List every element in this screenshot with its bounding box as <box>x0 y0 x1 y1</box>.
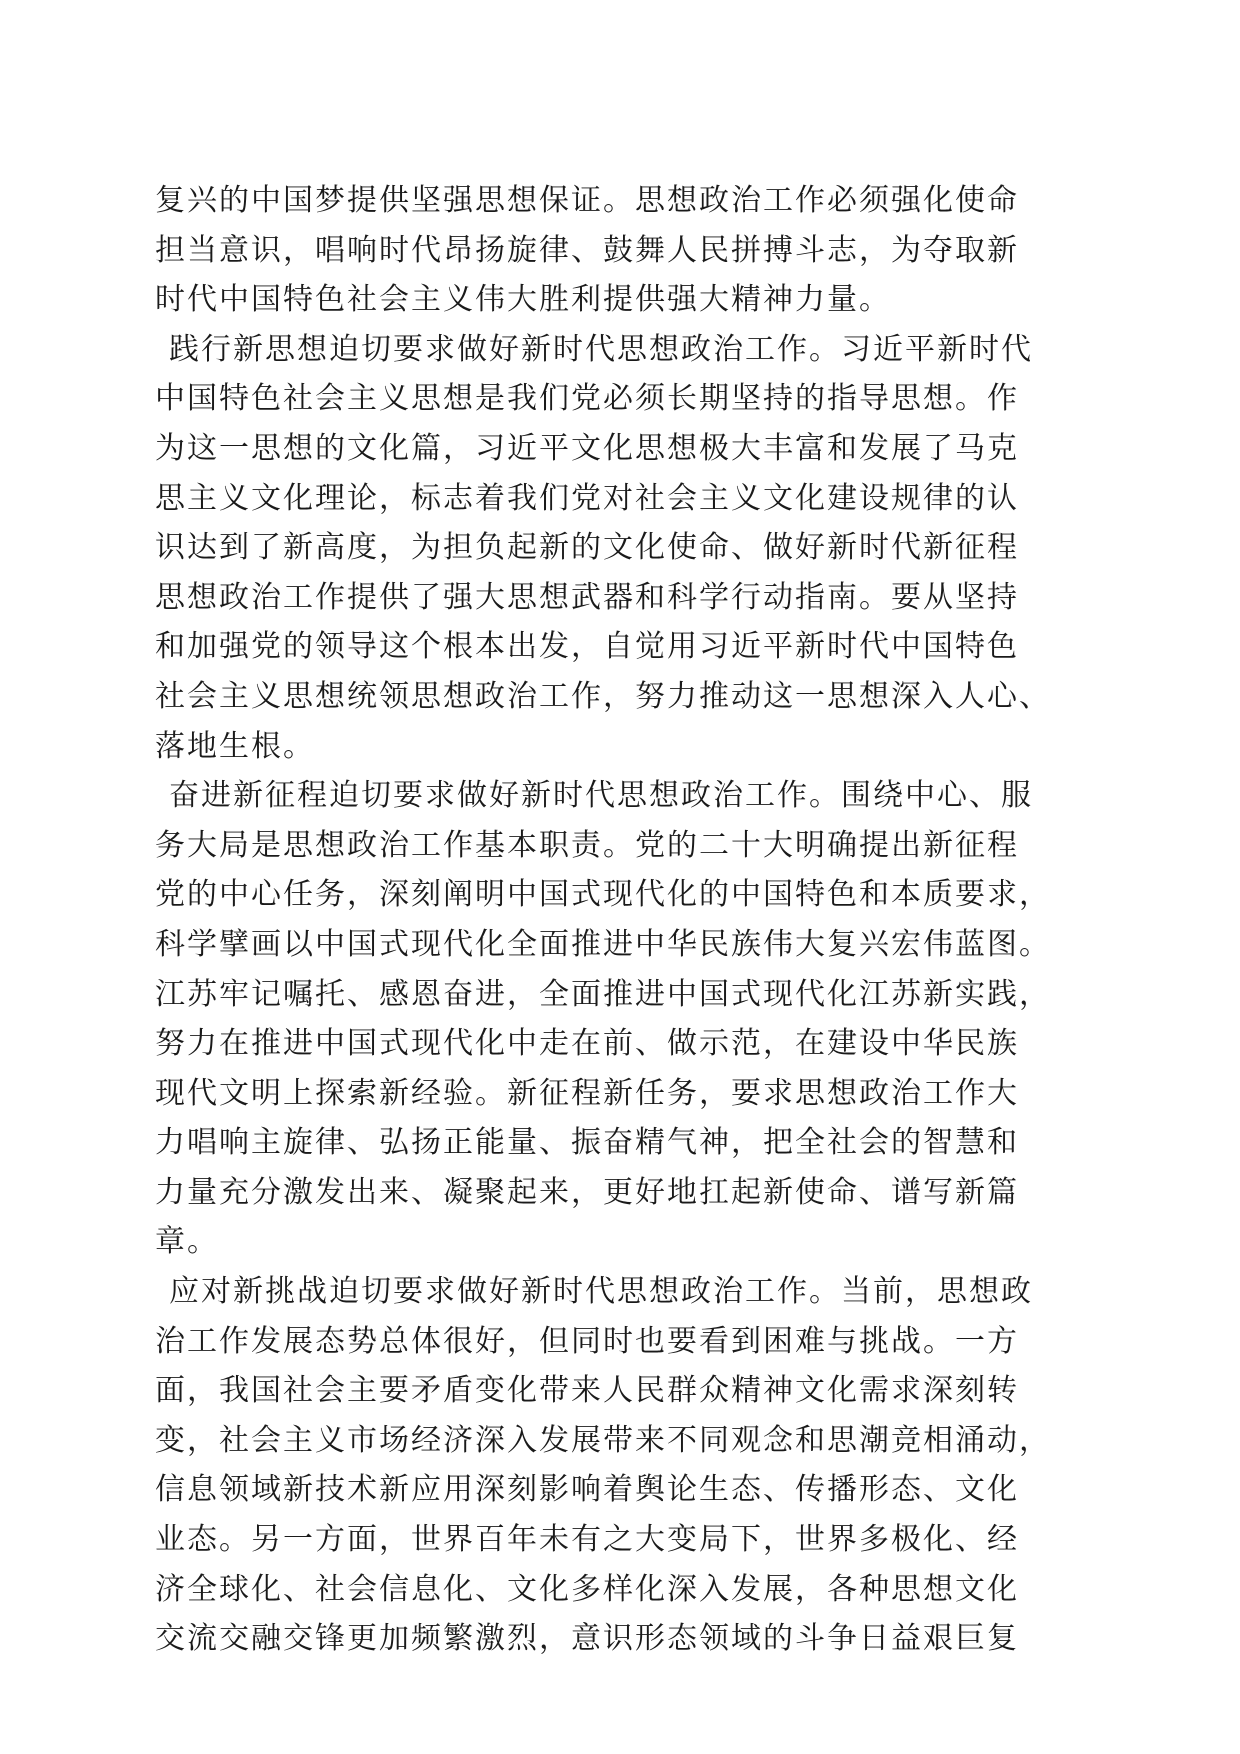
text-line: 应对新挑战迫切要求做好新时代思想政治工作。当前，思想政 <box>169 1274 1033 1310</box>
text-line: 复兴的中国梦提供坚强思想保证。思想政治工作必须强化使命 <box>155 183 1019 218</box>
text-line: 落地生根。 <box>155 728 315 764</box>
text-line: 时代中国特色社会主义伟大胜利提供强大精神力量。 <box>155 282 891 318</box>
text-line: 业态。另一方面，世界百年未有之大变局下，世界多极化、经 <box>155 1522 1019 1558</box>
text-line: 面，我国社会主要矛盾变化带来人民群众精神文化需求深刻转 <box>155 1373 1019 1409</box>
paragraph-new-journey <box>155 771 1085 1267</box>
text-line: 担当意识，唱响时代昂扬旋律、鼓舞人民拼搏斗志，为夺取新 <box>155 232 1019 268</box>
paragraph-practice-new-thought <box>155 325 1085 771</box>
text-line: 奋进新征程迫切要求做好新时代思想政治工作。围绕中心、服 <box>169 778 1033 814</box>
text-line: 为这一思想的文化篇，习近平文化思想极大丰富和发展了马克 <box>155 430 1019 466</box>
text-line: 中国特色社会主义思想是我们党必须长期坚持的指导思想。作 <box>155 381 1019 417</box>
text-line: 党的中心任务，深刻阐明中国式现代化的中国特色和本质要求， <box>155 877 1051 913</box>
text-line: 思主义文化理论，标志着我们党对社会主义文化建设规律的认 <box>155 480 1019 516</box>
paragraph-new-challenges <box>155 1267 1085 1664</box>
document-body <box>155 176 1085 1664</box>
text-line: 科学擘画以中国式现代化全面推进中华民族伟大复兴宏伟蓝图。 <box>155 926 1051 962</box>
text-line: 现代文明上探索新经验。新征程新任务，要求思想政治工作大 <box>155 1075 1019 1111</box>
text-line: 践行新思想迫切要求做好新时代思想政治工作。习近平新时代 <box>169 331 1033 367</box>
text-line: 治工作发展态势总体很好，但同时也要看到困难与挑战。一方 <box>155 1323 1019 1359</box>
paragraph-intro-continuation <box>155 176 1085 325</box>
text-line: 济全球化、社会信息化、文化多样化深入发展，各种思想文化 <box>155 1571 1019 1607</box>
text-line: 章。 <box>155 1224 219 1260</box>
text-line: 信息领域新技术新应用深刻影响着舆论生态、传播形态、文化 <box>155 1472 1019 1508</box>
text-line: 识达到了新高度，为担负起新的文化使命、做好新时代新征程 <box>155 530 1019 566</box>
text-line: 务大局是思想政治工作基本职责。党的二十大明确提出新征程 <box>155 827 1019 863</box>
text-line: 变，社会主义市场经济深入发展带来不同观念和思潮竞相涌动， <box>155 1422 1051 1458</box>
text-line: 和加强党的领导这个根本出发，自觉用习近平新时代中国特色 <box>155 629 1019 665</box>
text-line: 力量充分激发出来、凝聚起来，更好地扛起新使命、谱写新篇 <box>155 1174 1019 1210</box>
text-line: 力唱响主旋律、弘扬正能量、振奋精气神，把全社会的智慧和 <box>155 1125 1019 1161</box>
text-line: 社会主义思想统领思想政治工作，努力推动这一思想深入人心、 <box>155 678 1051 714</box>
text-line: 思想政治工作提供了强大思想武器和科学行动指南。要从坚持 <box>155 579 1019 615</box>
text-line: 江苏牢记嘱托、感恩奋进，全面推进中国式现代化江苏新实践， <box>155 976 1051 1012</box>
text-line: 交流交融交锋更加频繁激烈，意识形态领域的斗争日益艰巨复 <box>155 1621 1019 1657</box>
text-line: 努力在推进中国式现代化中走在前、做示范，在建设中华民族 <box>155 1026 1019 1062</box>
